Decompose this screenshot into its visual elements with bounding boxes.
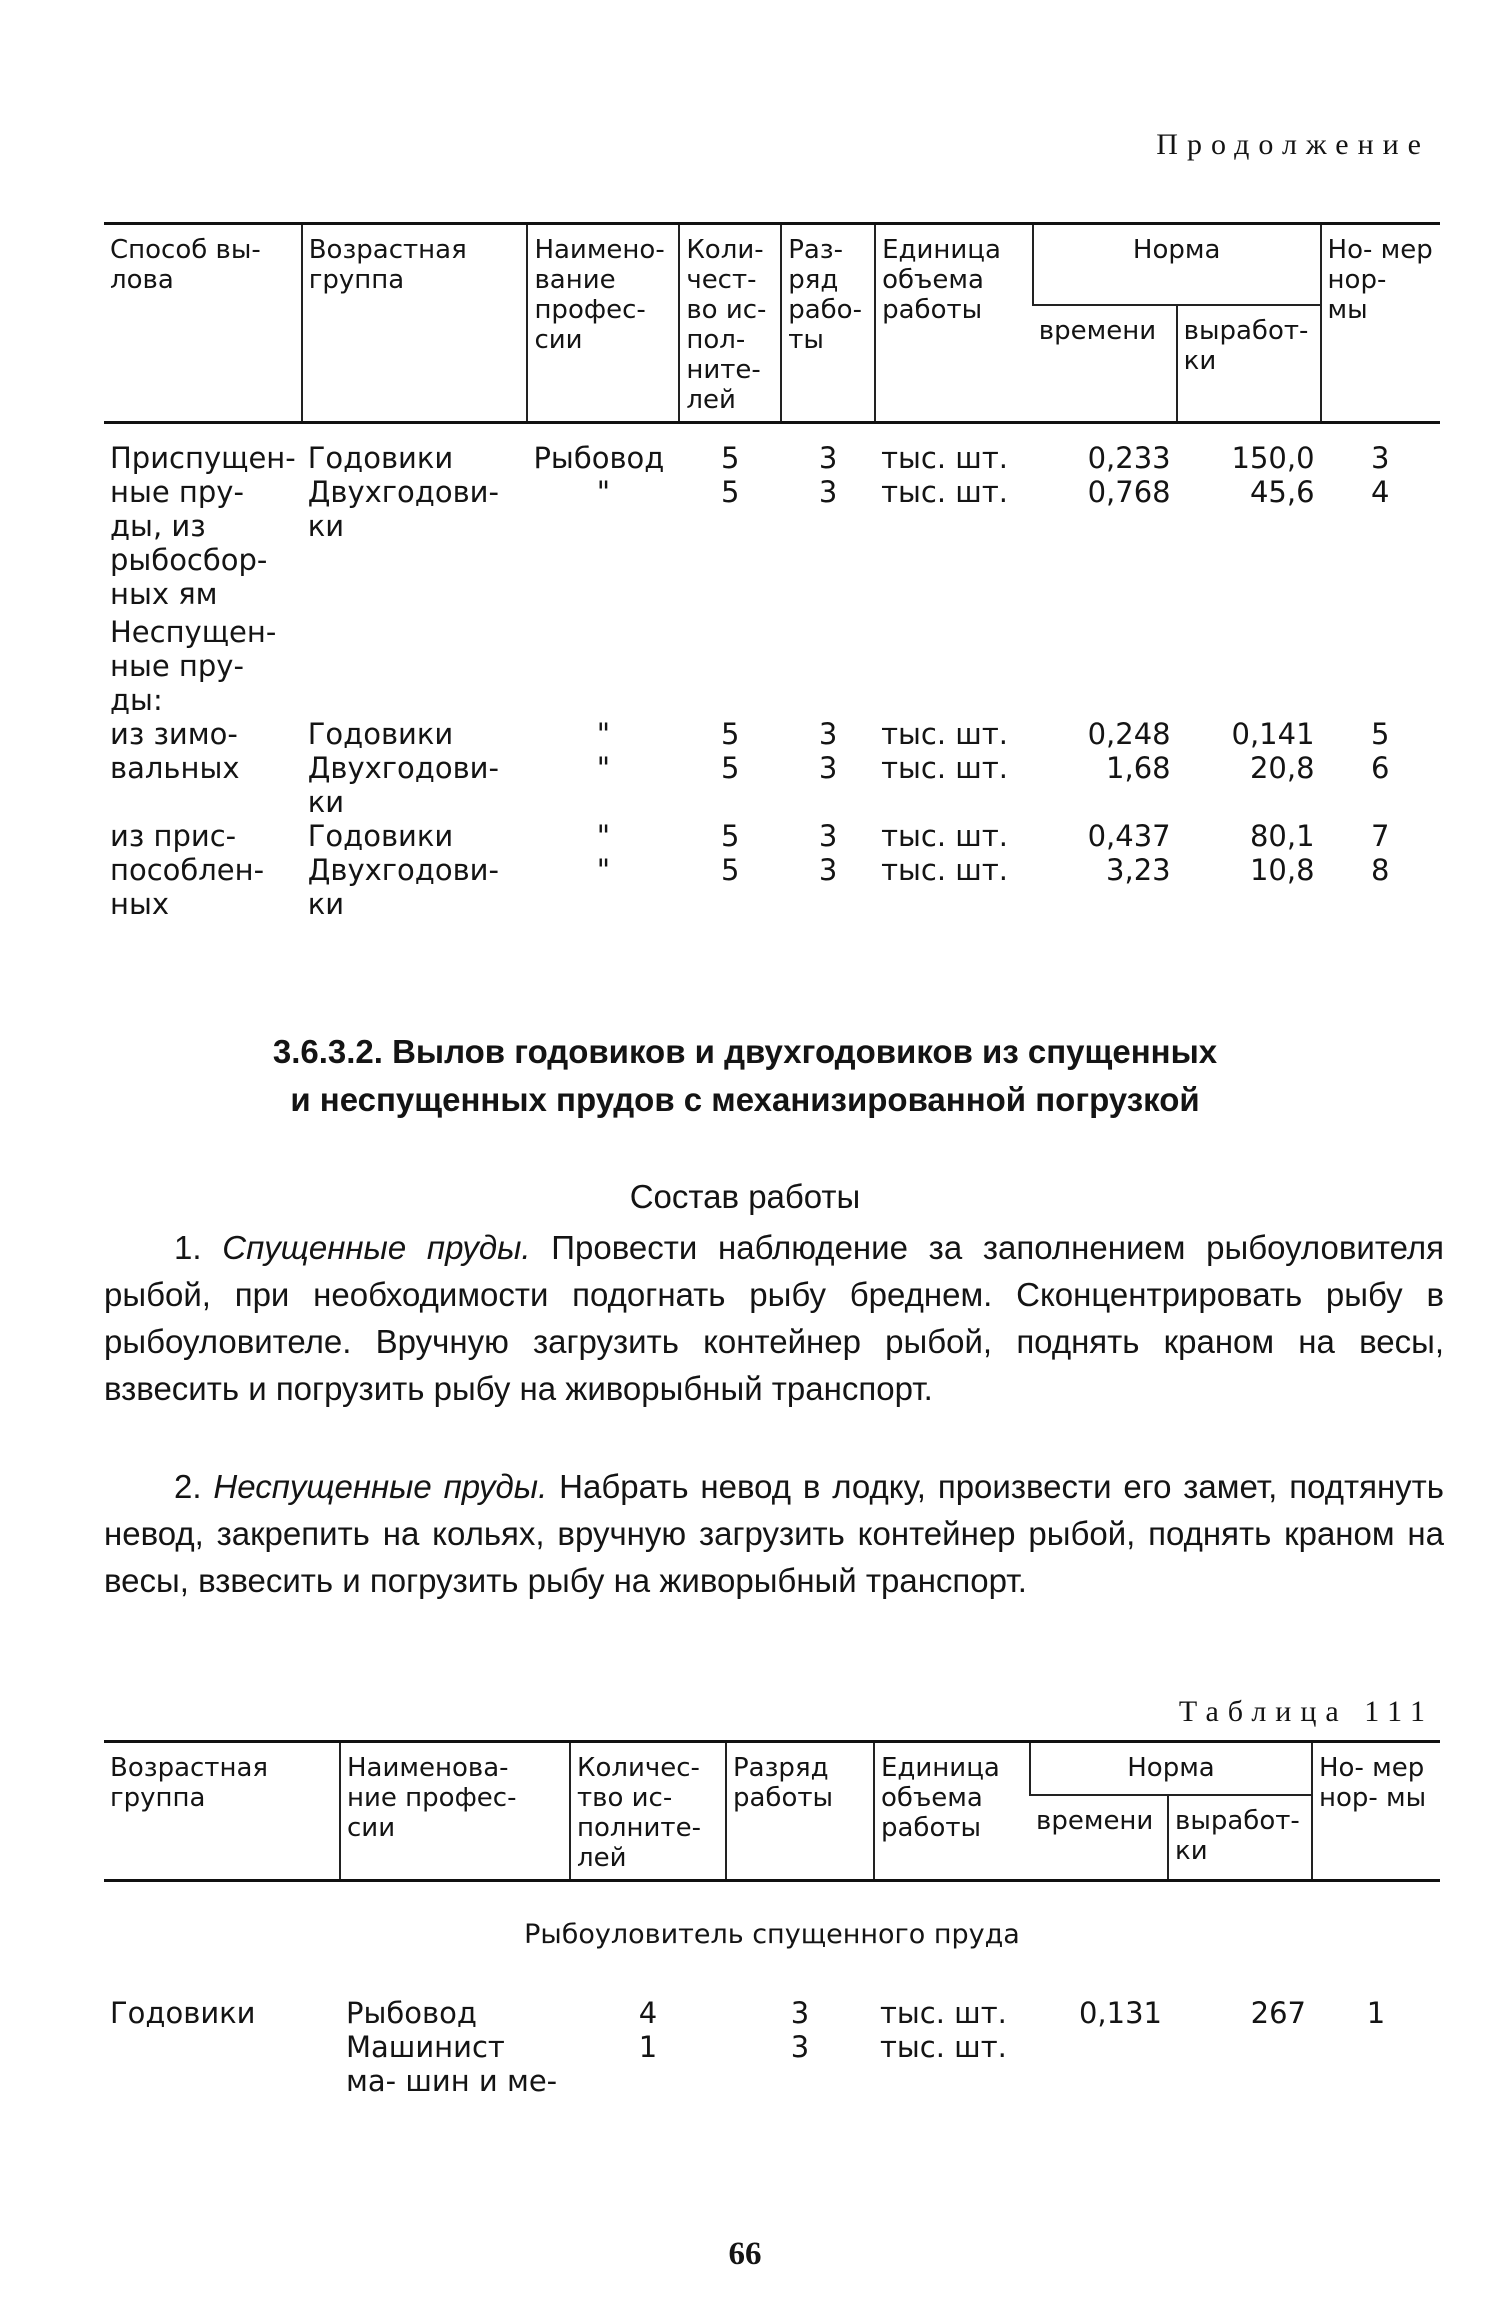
header-norm: Норма bbox=[1033, 224, 1321, 305]
header-grade: Разряд работы bbox=[726, 1742, 874, 1881]
group-title: Рыбоуловитель спущенного пруда bbox=[524, 1919, 1020, 1950]
cell-norm-time: 3,23 bbox=[1106, 852, 1171, 887]
cell-norm-time: 1,68 bbox=[1106, 750, 1171, 785]
cell-grade: 3 bbox=[818, 750, 838, 785]
header-norm-time: времени bbox=[1036, 1805, 1154, 1836]
section-heading bbox=[0, 1028, 1490, 1124]
cell-grade: 3 bbox=[818, 716, 838, 751]
cell-count: 5 bbox=[721, 474, 740, 509]
cell-grade: 3 bbox=[818, 474, 838, 509]
cell-grade: 3 bbox=[818, 440, 838, 475]
cell-method: из зимо- вальных bbox=[110, 716, 240, 785]
header-profession: Наимено- вание профес- сии bbox=[527, 224, 679, 423]
cell-age: Годовики bbox=[110, 1996, 256, 2030]
header-grade: Раз- ряд рабо- ты bbox=[781, 224, 875, 423]
header-profession: Наименова- ние профес- сии bbox=[340, 1742, 570, 1881]
cell-age: Годовики bbox=[307, 716, 454, 751]
cell-unit: тыс. шт. bbox=[880, 1996, 1007, 2030]
cell-profession: " bbox=[596, 750, 611, 785]
cell-norm-output: 45,6 bbox=[1249, 474, 1315, 509]
cell-age: Двухгодови- ки bbox=[307, 852, 499, 921]
cell-norm-time: 0,437 bbox=[1087, 818, 1171, 853]
header-unit: Единица объема работы bbox=[874, 1742, 1030, 1881]
table-row bbox=[104, 1996, 1440, 2030]
cell-age: Двухгодови- ки bbox=[307, 750, 499, 819]
cell-count: 5 bbox=[721, 440, 740, 475]
cell-count: 1 bbox=[638, 2030, 658, 2064]
paragraph-text: Набрать невод в лодку, произвести его замет, подтянуть невод, закрепить на кольях, вручную загрузить контейнер рыбой, поднять краном на весы, взвесить и погрузить рыбу на живорыбный транспорт. bbox=[104, 1468, 1444, 1599]
table-row bbox=[104, 2030, 1440, 2098]
section-heading-line1: 3.6.3.2. Вылов годовиков и двухгодовиков из спущенных bbox=[272, 1033, 1218, 1070]
header-norm: Норма bbox=[1030, 1742, 1312, 1795]
cell-age bbox=[104, 2030, 340, 2098]
cell-norm-number: 8 bbox=[1371, 852, 1390, 887]
table-row bbox=[104, 615, 1440, 717]
cell-norm-time: 0,233 bbox=[1087, 440, 1171, 475]
cell-unit: тыс. шт. bbox=[881, 440, 1008, 475]
header-norm-number: Но- мер нор- мы bbox=[1312, 1742, 1440, 1881]
table-row bbox=[104, 819, 1440, 853]
cell-unit: тыс. шт. bbox=[881, 474, 1008, 509]
cell-method: Приспущен- ные пру- ды, из рыбосбор- ных ям bbox=[110, 440, 296, 611]
header-norm-time: времени bbox=[1038, 315, 1157, 346]
cell-grade: 3 bbox=[790, 2030, 810, 2064]
cell-norm-output: 10,8 bbox=[1249, 852, 1315, 887]
cell-norm-output: 0,141 bbox=[1231, 716, 1315, 751]
cell-norm-output: 20,8 bbox=[1249, 750, 1315, 785]
cell-grade: 3 bbox=[818, 818, 838, 853]
cell-norm-number: 4 bbox=[1371, 474, 1390, 509]
table-row bbox=[104, 853, 1440, 921]
cell-grade: 3 bbox=[790, 1996, 810, 2030]
cell-method: из прис- пособлен- ных bbox=[110, 818, 265, 921]
header-age-group: Возрастная группа bbox=[104, 1742, 340, 1881]
cell-norm-number: 5 bbox=[1371, 716, 1390, 751]
subheading: Состав работы bbox=[629, 1178, 861, 1215]
header-count: Количес- тво ис- полните- лей bbox=[570, 1742, 726, 1881]
paragraph-text: Провести наблюдение за заполнением рыбоуловителя рыбой, при необходимости подогнать рыбу бреднем. Сконцентрировать рыбу в рыбоуловителе. Вручную загрузить контейнер рыбой, поднять краном на весы, взвесить и погрузить рыбу на живорыбный транспорт. bbox=[104, 1229, 1444, 1407]
cell-unit: тыс. шт. bbox=[881, 750, 1008, 785]
cell-norm-number bbox=[1312, 2030, 1440, 2098]
cell-norm-time: 0,248 bbox=[1087, 716, 1171, 751]
header-unit: Единица объема работы bbox=[875, 224, 1033, 423]
continuation-label: Продолжение bbox=[1156, 128, 1430, 161]
header-age-group: Возрастная группа bbox=[302, 224, 528, 423]
cell-age: Годовики bbox=[307, 440, 454, 475]
cell-norm-output: 267 bbox=[1250, 1996, 1306, 2030]
norms-table-111 bbox=[104, 1740, 1440, 2098]
cell-count: 5 bbox=[721, 852, 740, 887]
cell-profession: " bbox=[596, 474, 611, 509]
cell-norm-time: 0,131 bbox=[1078, 1996, 1162, 2030]
cell-unit: тыс. шт. bbox=[881, 716, 1008, 751]
table-caption: Таблица 111 bbox=[1178, 1695, 1434, 1728]
cell-norm-number: 6 bbox=[1371, 750, 1390, 785]
cell-unit: тыс. шт. bbox=[881, 852, 1008, 887]
cell-count: 4 bbox=[638, 1996, 658, 2030]
cell-age: Годовики bbox=[307, 818, 454, 853]
cell-norm-output: 80,1 bbox=[1249, 818, 1315, 853]
cell-norm-time bbox=[1030, 2030, 1168, 2098]
paragraph-label: Спущенные пруды. bbox=[222, 1229, 531, 1266]
table-row bbox=[104, 717, 1440, 751]
norms-table-continued bbox=[104, 222, 1440, 921]
cell-norm-number: 7 bbox=[1371, 818, 1390, 853]
cell-profession: Рыбовод bbox=[533, 440, 665, 475]
paragraph-undrained-ponds: 2. Неспущенные пруды. Набрать невод в лодку, произвести его замет, подтянуть невод, закрепить на кольях, вручную загрузить контейнер рыбой, поднять краном на весы, взвесить и погрузить рыбу на живорыбный транспорт. bbox=[104, 1468, 1444, 1599]
cell-method: Неспущен- ные пру- ды: bbox=[110, 614, 277, 717]
cell-profession: " bbox=[596, 818, 611, 853]
cell-norm-number: 1 bbox=[1366, 1996, 1386, 2030]
table-row bbox=[104, 475, 1440, 615]
table-row bbox=[104, 441, 1440, 475]
header-norm-number: Но- мер нор- мы bbox=[1321, 224, 1440, 423]
cell-unit: тыс. шт. bbox=[881, 818, 1008, 853]
header-count: Коли- чест- во ис- пол- ните- лей bbox=[679, 224, 781, 423]
cell-norm-output: 150,0 bbox=[1231, 440, 1315, 475]
header-norm-output: выработ- ки bbox=[1168, 1795, 1312, 1881]
cell-norm-output bbox=[1168, 2030, 1312, 2098]
cell-norm-number: 3 bbox=[1371, 440, 1390, 475]
cell-count: 5 bbox=[721, 750, 740, 785]
paragraph-drained-ponds: 1. Спущенные пруды. Провести наблюдение за заполнением рыбоуловителя рыбой, при необходимости подогнать рыбу бреднем. Сконцентрировать рыбу в рыбоуловителе. Вручную загрузить контейнер рыбой, поднять краном на весы, взвесить и погрузить рыбу на живорыбный транспорт. bbox=[104, 1229, 1444, 1407]
cell-profession: Машинист ма- шин и ме- bbox=[346, 2030, 558, 2098]
cell-count: 5 bbox=[721, 716, 740, 751]
cell-norm-time: 0,768 bbox=[1087, 474, 1171, 509]
cell-profession: Рыбовод bbox=[346, 1996, 477, 2030]
paragraph-label: Неспущенные пруды. bbox=[213, 1468, 548, 1505]
header-norm-output: выработ- ки bbox=[1177, 305, 1321, 423]
cell-unit: тыс. шт. bbox=[880, 2030, 1007, 2064]
table-row bbox=[104, 751, 1440, 819]
cell-grade: 3 bbox=[818, 852, 838, 887]
section-heading-line2: и неспущенных прудов с механизированной погрузкой bbox=[290, 1081, 1200, 1118]
header-method: Способ вы- лова bbox=[104, 224, 302, 423]
cell-age: Двухгодови- ки bbox=[307, 474, 499, 543]
cell-count: 5 bbox=[721, 818, 740, 853]
page-number: 66 bbox=[728, 2236, 762, 2272]
cell-profession: " bbox=[596, 852, 611, 887]
cell-profession: " bbox=[596, 716, 611, 751]
